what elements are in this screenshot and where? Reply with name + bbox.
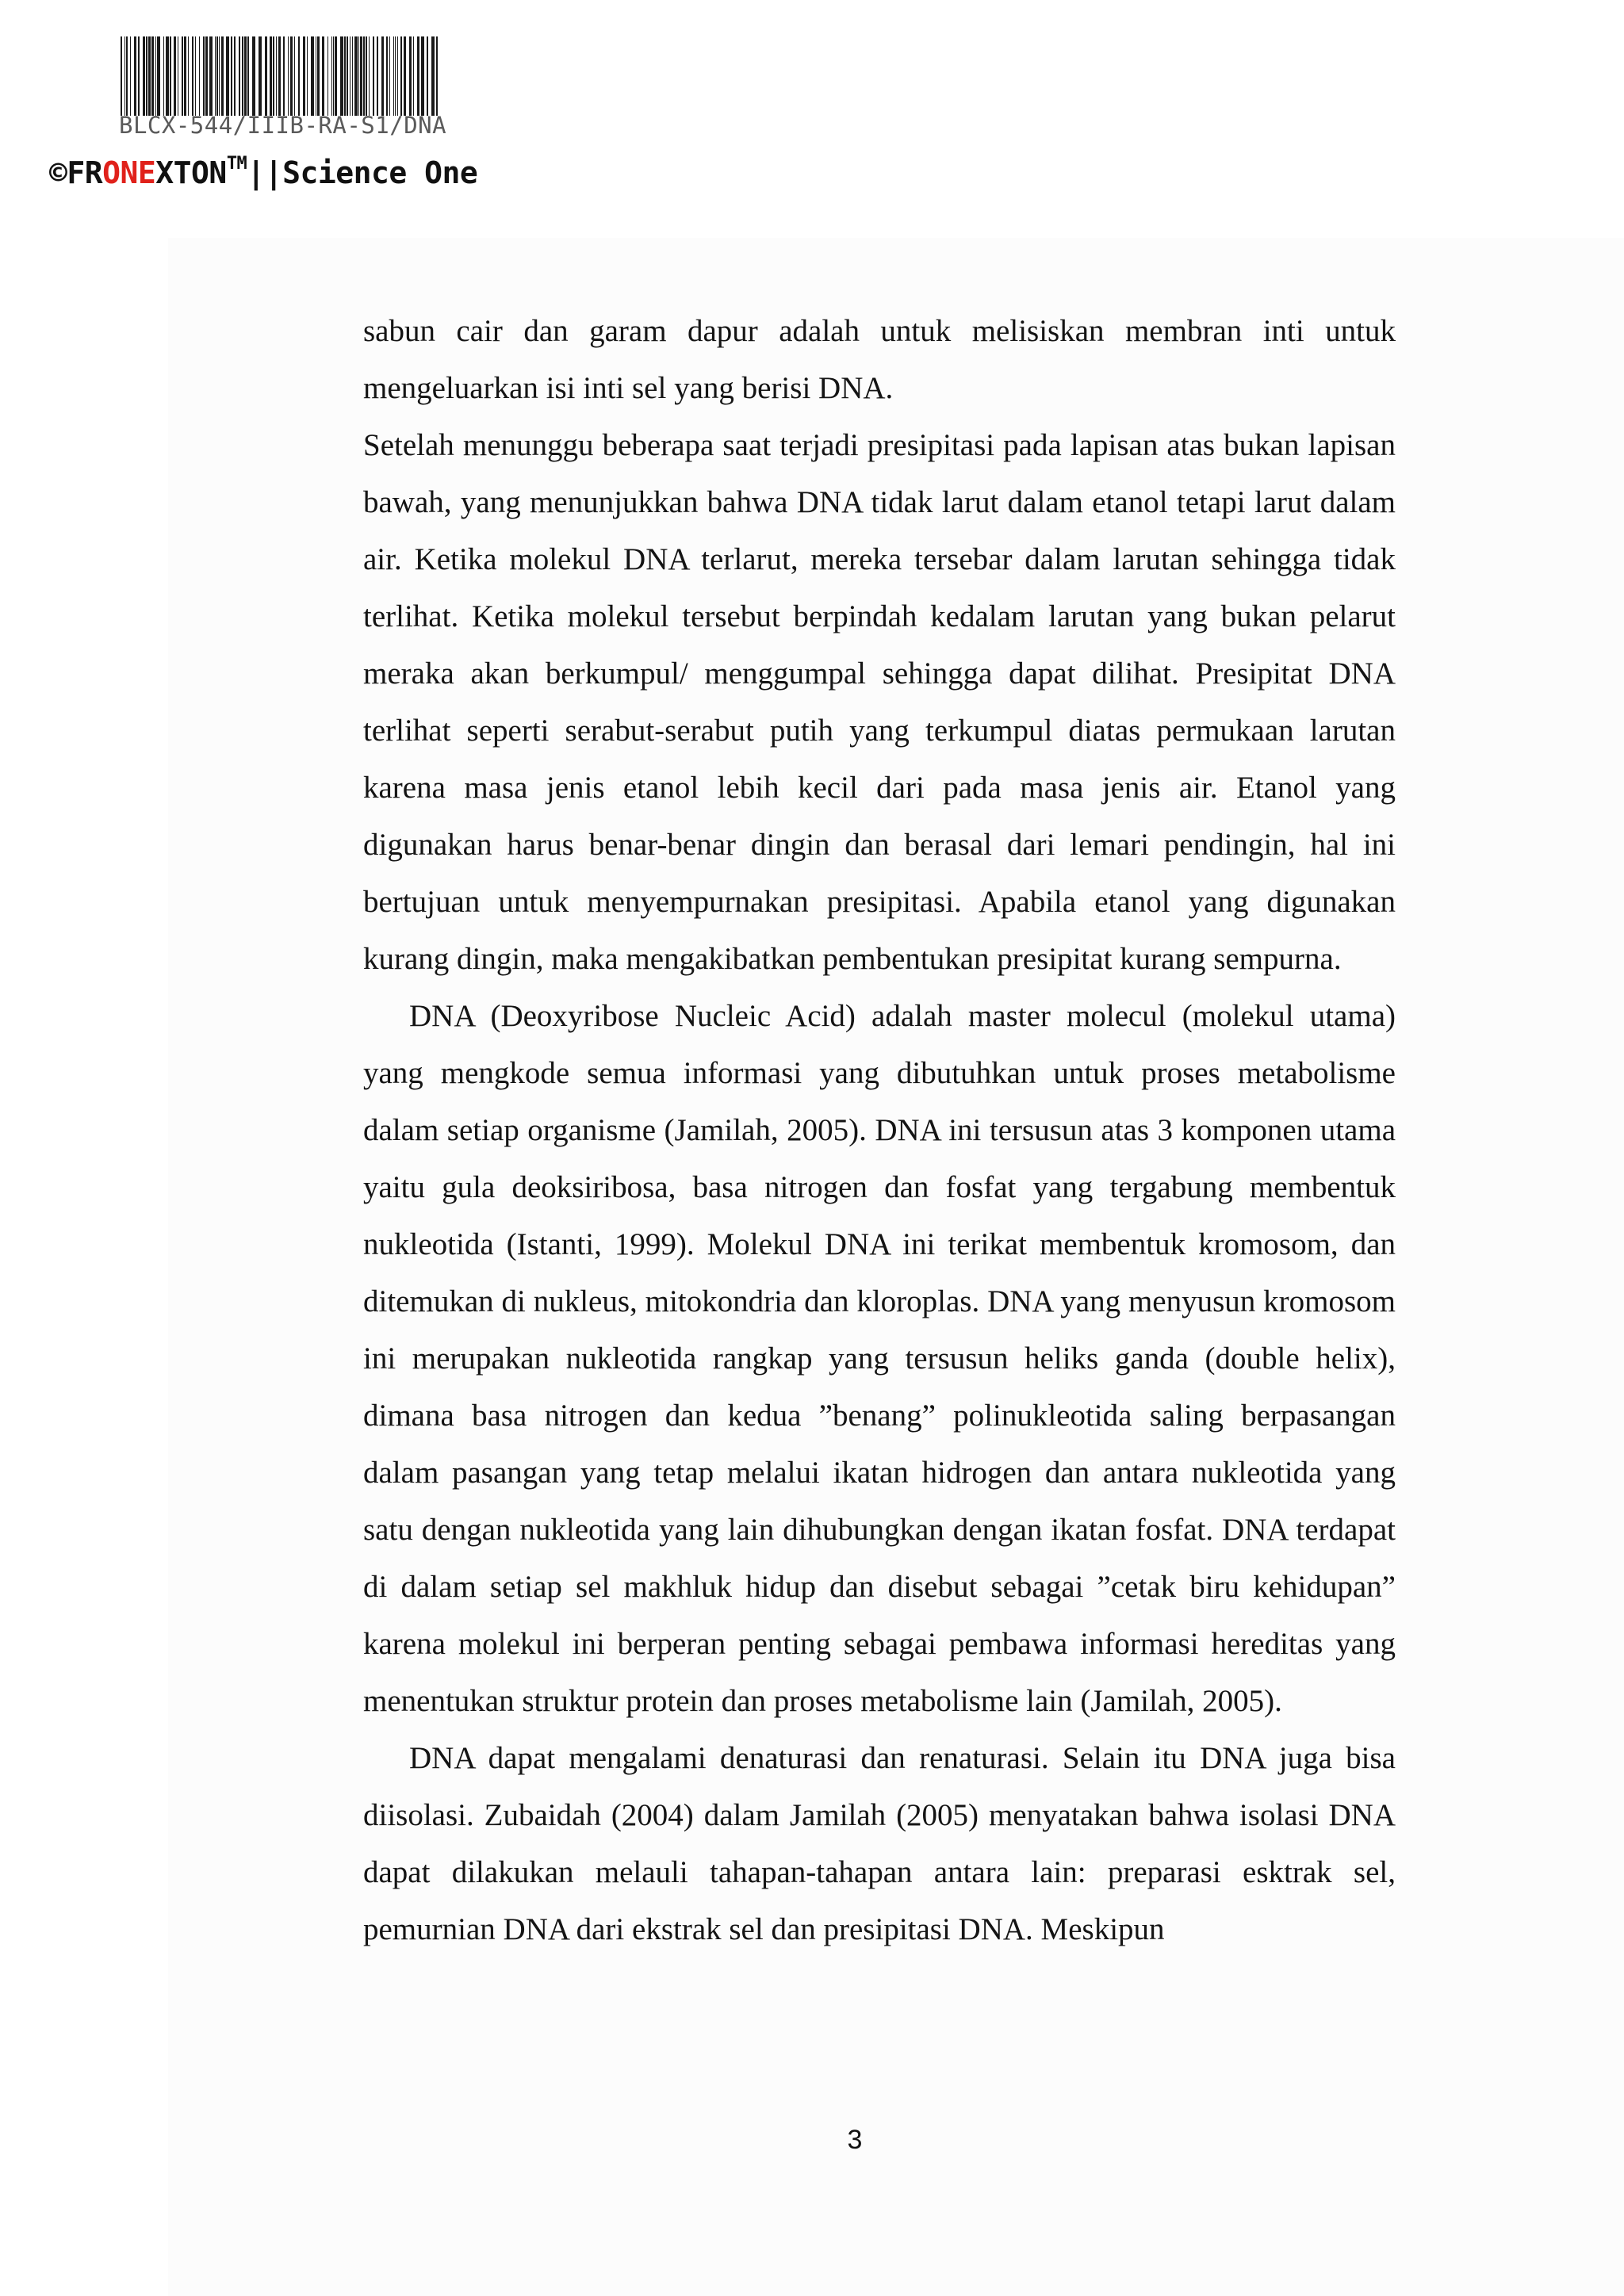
paragraph-presipitasi: Setelah menunggu beberapa saat terjadi presipitasi pada lapisan atas bukan lapisan bawah, yang menunjukkan bahwa DNA tidak larut dalam etanol tetapi larut dalam air. Ketika molekul DNA terlarut, mereka tersebar dalam larutan sehingga tidak terlihat. Ketika molekul tersebut berpindah kedalam larutan yang bukan pelarut meraka akan berkumpul/ menggumpal sehingga dapat dilihat. Presipitat DNA terlihat seperti serabut-serabut putih yang terkumpul diatas permukaan larutan karena masa jenis etanol lebih kecil dari pada masa jenis air. Etanol yang digunakan harus benar-benar dingin dan berasal dari lemari pendingin, hal ini bertujuan untuk menyempurnakan presipitasi. Apabila etanol yang digunakan kurang dingin, maka mengakibatkan pembentukan presipitat kurang sempurna. <box>363 428 1396 976</box>
barcode-bar <box>205 36 208 116</box>
barcode-bar <box>209 36 213 116</box>
barcode-bar <box>400 36 402 116</box>
barcode-bar <box>215 36 216 116</box>
barcode-bar <box>373 36 374 116</box>
barcode-bar <box>143 36 145 116</box>
barcode-bar <box>170 36 171 116</box>
barcode-bar <box>276 36 277 116</box>
trademark-mark: TM <box>226 154 247 174</box>
brand-part-xton: XTON <box>155 155 227 190</box>
barcode-bar <box>231 36 232 116</box>
barcode-bar <box>294 36 295 116</box>
barcode-bar <box>221 36 224 116</box>
barcode-bar <box>184 36 186 116</box>
barcode-bar <box>265 36 267 116</box>
barcode-bar <box>195 36 196 116</box>
barcode-bar <box>409 36 412 116</box>
paragraph-dna-definition: DNA (Deoxyribose Nucleic Acid) adalah master molecul (molekul utama) yang mengkode semua informasi yang dibutuhkan untuk proses metabolisme dalam setiap organisme (Jamilah, 2005). DNA ini tersusun atas 3 komponen utama yaitu gula deoksiribosa, basa nitrogen dan fosfat yang tergabung membentuk nukleotida (Istanti, 1999). Molekul DNA ini terikat membentuk kromosom, dan ditemukan di nukleus, mitokondria dan kloroplas. DNA yang menyusun kromosom ini merupakan nukleotida rangkap yang tersusun heliks ganda (double helix), dimana basa nitrogen dan kedua ”benang” polinukleotida saling berpasangan dalam pasangan yang tetap melalui ikatan hidrogen dan antara nukleotida yang satu dengan nukleotida yang lain dihubungkan dengan ikatan fosfat. DNA terdapat di dalam setiap sel makhluk hidup dan disebut sebagai ”cetak biru kehidupan” karena molekul ini berperan penting sebagai pembawa informasi hereditas yang menentukan struktur protein dan proses metabolisme lain (Jamilah, 2005). <box>363 999 1396 1718</box>
document-barcode <box>113 32 454 143</box>
barcode-bar <box>157 36 160 116</box>
barcode-bar <box>252 36 255 116</box>
barcode-bar <box>126 36 128 116</box>
barcode-bar <box>389 36 390 116</box>
copyright-symbol: © <box>49 155 67 190</box>
barcode-bar <box>163 36 164 116</box>
barcode-bar <box>335 36 337 116</box>
barcode-bar <box>431 36 435 116</box>
barcode-bar <box>347 36 348 116</box>
barcode-bar <box>270 36 272 116</box>
barcode-bar <box>166 36 169 116</box>
barcode-bar <box>273 36 274 116</box>
barcode-bar <box>242 36 243 116</box>
barcode-bar <box>146 36 147 116</box>
barcode-bar <box>182 36 183 116</box>
barcode-bar <box>203 36 205 116</box>
barcode-bar <box>298 36 300 116</box>
barcode-bar <box>283 36 285 116</box>
barcode-bar <box>366 36 367 116</box>
barcode-bar <box>226 36 229 116</box>
barcode-bar <box>188 36 189 116</box>
barcode-bar <box>369 36 370 116</box>
brand-header <box>49 155 477 190</box>
barcode-bar <box>354 36 358 116</box>
barcode-bar <box>234 36 236 116</box>
barcode-bar <box>199 36 200 116</box>
barcode-bar <box>417 36 419 116</box>
barcode-bar <box>138 36 140 116</box>
barcode-bar <box>331 36 332 116</box>
barcode-icon <box>121 36 441 116</box>
barcode-bar <box>278 36 281 116</box>
barcode-bar <box>174 36 176 116</box>
barcode-bar <box>192 36 193 116</box>
barcode-bar <box>421 36 424 116</box>
barcode-code: BLCX-544/IIIB-RA-S1/DNA <box>119 112 447 139</box>
barcode-bar <box>155 36 156 116</box>
brand-separator: || <box>247 155 283 190</box>
barcode-bar <box>358 36 359 116</box>
barcode-bar <box>363 36 365 116</box>
barcode-bar <box>427 36 428 116</box>
barcode-bar <box>303 36 305 116</box>
barcode-bar <box>352 36 353 116</box>
barcode-bar <box>247 36 249 116</box>
page-number: 3 <box>847 2125 863 2155</box>
barcode-bar <box>130 36 131 116</box>
barcode-bar <box>360 36 362 116</box>
barcode-bar <box>219 36 220 116</box>
barcode-bar <box>436 36 438 116</box>
barcode-bar <box>395 36 396 116</box>
barcode-bar <box>327 36 328 116</box>
barcode-bar <box>134 36 136 116</box>
brand-part-fr: FR <box>67 155 103 190</box>
brand-tagline: Science One <box>282 155 478 190</box>
brand-part-one: ONE <box>102 155 156 190</box>
barcode-bar <box>404 36 406 116</box>
barcode-bar <box>386 36 388 116</box>
barcode-bar <box>397 36 398 116</box>
barcode-bar <box>377 36 378 116</box>
barcode-bar <box>381 36 384 116</box>
barcode-bar <box>124 36 125 116</box>
barcode-bar <box>344 36 346 116</box>
barcode-bar <box>121 36 122 116</box>
barcode-bar <box>393 36 394 116</box>
barcode-bar <box>307 36 308 116</box>
paragraph-dna-isolation: DNA dapat mengalami denaturasi dan renaturasi. Selain itu DNA juga bisa diisolasi. Zubaidah (2004) dalam Jamilah (2005) menyatakan bahwa isolasi DNA dapat dilakukan melauli tahapan-tahapan antara lain: preparasi esktrak sel, pemurnian DNA dari ekstrak sel dan presipitasi DNA. Meskipun <box>363 1741 1396 1946</box>
barcode-bar <box>239 36 240 116</box>
barcode-bar <box>317 36 320 116</box>
barcode-bar <box>259 36 262 116</box>
document-body <box>363 303 1396 1958</box>
barcode-bar <box>340 36 343 116</box>
barcode-bar <box>216 36 218 116</box>
barcode-bar <box>290 36 293 116</box>
barcode-bar <box>322 36 324 116</box>
barcode-bar <box>244 36 247 116</box>
paragraph-continuation: sabun cair dan garam dapur adalah untuk melisiskan membran inti untuk mengeluarkan isi inti sel yang berisi DNA. <box>363 314 1396 405</box>
barcode-bar <box>333 36 334 116</box>
barcode-bar <box>288 36 289 116</box>
barcode-bar <box>311 36 314 116</box>
barcode-bar <box>148 36 151 116</box>
barcode-bar <box>151 36 154 116</box>
barcode-bar <box>413 36 414 116</box>
